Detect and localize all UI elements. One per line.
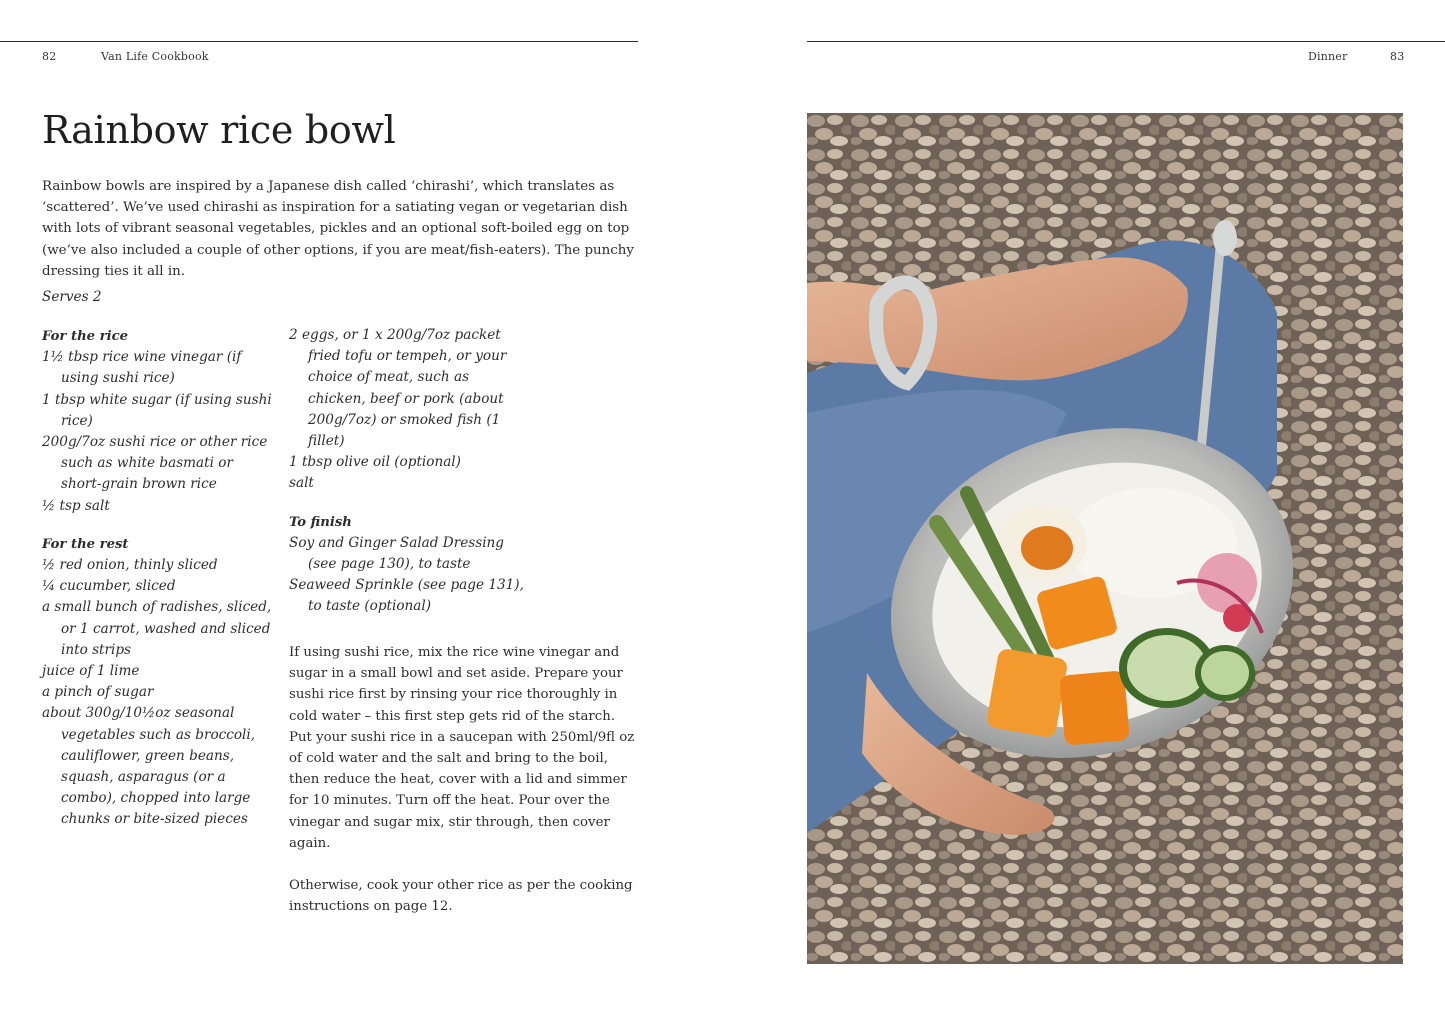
recipe-title: Rainbow rice bowl <box>42 108 396 152</box>
method-step: Otherwise, cook your other rice as per the cooking instructions on page 12. <box>289 878 633 915</box>
recipe-photo <box>807 113 1403 964</box>
method-step: If using sushi rice, mix the rice wine vinegar and sugar in a small bowl and set aside. Prepare your sushi rice first by rinsing your rice thoroughly in cold water – this first step gets rid of the starch. Put your sushi rice in a saucepan with 250ml/9fl oz of cold water and the salt and bring to the boil, then reduce the heat, cover with a lid and simmer for 10 minutes. Turn off the heat. Pour over the vinegar and sugar mix, stir through, then cover again. <box>289 645 635 851</box>
ingredient-list-protein <box>289 325 529 495</box>
ingredient-item: 1½ tbsp rice wine vinegar (if using sushi rice) <box>42 349 242 387</box>
running-head-book-title: Van Life Cookbook <box>101 50 209 63</box>
group-heading-rest: For the rest <box>42 536 129 552</box>
ingredient-item: ½ red onion, thinly sliced <box>42 557 218 574</box>
ingredient-item: Seaweed Sprinkle (see page 131), to taste (optional) <box>289 577 524 615</box>
header-rule-left <box>0 41 638 42</box>
ingredient-item: juice of 1 lime <box>42 663 140 680</box>
ingredients-column-1 <box>42 326 277 831</box>
ingredients-column-2 <box>289 325 529 618</box>
ingredient-item: a small bunch of radishes, sliced, or 1 carrot, washed and sliced into strips <box>42 599 272 658</box>
page-number-left: 82 <box>42 50 57 63</box>
ingredient-item: a pinch of sugar <box>42 684 154 701</box>
running-head-section: Dinner <box>1308 50 1348 63</box>
ingredient-list-rest <box>42 555 277 831</box>
group-heading-finish: To finish <box>289 514 352 530</box>
ingredient-item: 2 eggs, or 1 x 200g/7oz packet fried tofu or tempeh, or your choice of meat, such as chicken, beef or pork (about 200g/7oz) or smoked fish (1 fillet) <box>289 327 507 450</box>
method <box>289 642 639 938</box>
ingredient-list-finish <box>289 533 529 618</box>
ingredient-item: about 300g/10½oz seasonal vegetables such as broccoli, cauliflower, green beans, squash, asparagus (or a combo), chopped into large chunks or bite-sized pieces <box>42 705 256 828</box>
ingredient-list-rice <box>42 347 277 517</box>
ingredient-item: 1 tbsp white sugar (if using sushi rice) <box>42 391 272 429</box>
ingredient-item: 1 tbsp olive oil (optional) <box>289 454 461 471</box>
recipe-intro: Rainbow bowls are inspired by a Japanese dish called ‘chirashi’, which translates as ‘scattered’. We’ve used chirashi as inspiration for a satiating vegan or vegetarian dish with lots of vibrant seasonal vegetables, pickles and an optional soft-boiled egg on top (we’ve also included a couple of other options, if you are meat/fish-eaters). The punchy dressing ties it all in. <box>42 179 634 279</box>
ingredient-item: ½ tsp salt <box>42 497 110 514</box>
serves: Serves 2 <box>42 289 102 305</box>
ingredient-item: ¼ cucumber, sliced <box>42 578 176 595</box>
group-heading-rice: For the rice <box>42 329 129 344</box>
ingredient-item: Soy and Ginger Salad Dressing (see page 130), to taste <box>289 534 504 573</box>
page-number-right: 83 <box>1390 50 1405 63</box>
ingredient-item: 200g/7oz sushi rice or other rice such as white basmati or short-grain brown rice <box>42 434 268 493</box>
header-rule-right <box>807 41 1445 42</box>
ingredient-item: salt <box>289 475 314 492</box>
